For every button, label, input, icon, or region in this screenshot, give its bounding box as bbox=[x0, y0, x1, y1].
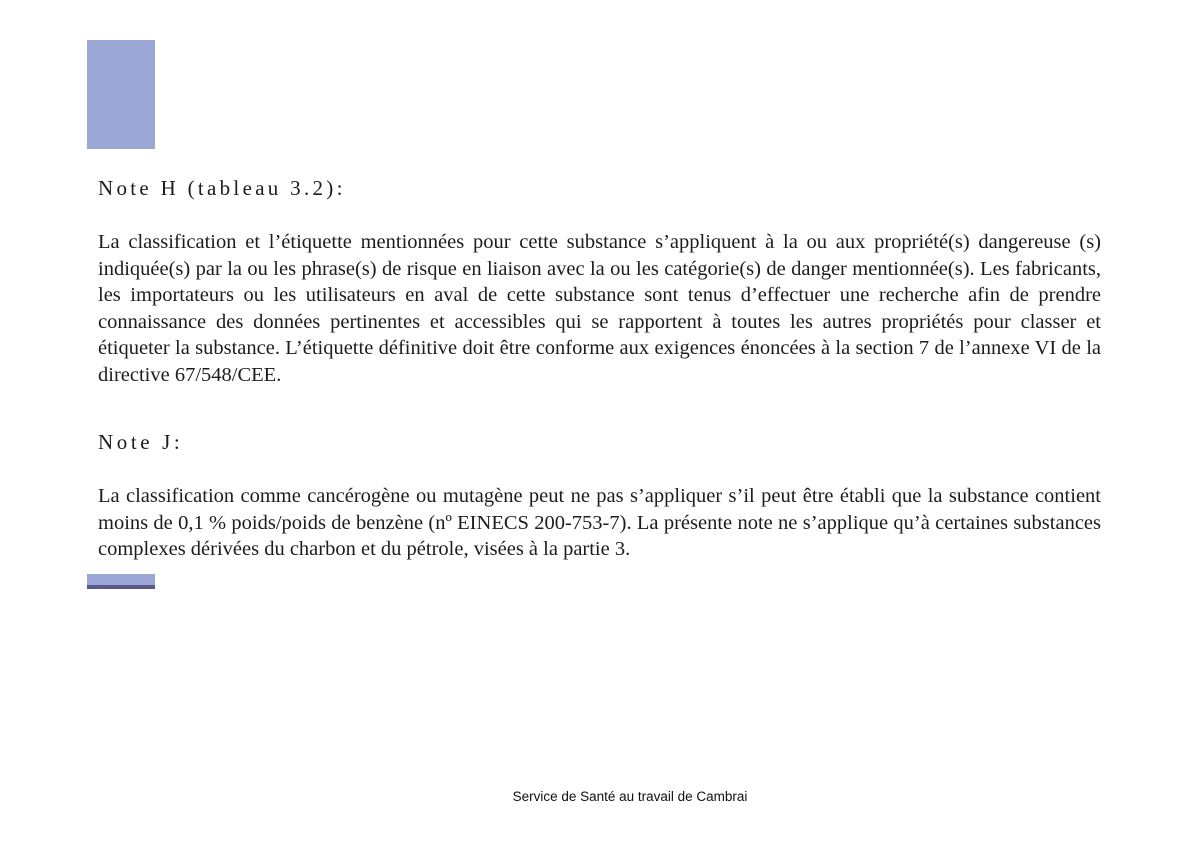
decorative-accent-block bbox=[87, 40, 155, 149]
decorative-divider-stripe bbox=[87, 585, 155, 589]
decorative-divider-bar bbox=[87, 574, 155, 589]
page-footer: Service de Santé au travail de Cambrai bbox=[512, 789, 748, 804]
note-j-paragraph: La classification comme cancérogène ou mutagène peut ne pas s’appliquer s’il peut être établi que la substance contient moins de 0,1 % poids/poids de benzène (nº EINECS 200-753-7). La présente note ne s’applique qu’à certaines substances complexes dérivées du charbon et du pétrole, visées à la partie 3. bbox=[98, 485, 1101, 560]
note-j-heading: Note J: bbox=[98, 430, 184, 454]
note-h-paragraph: La classification et l’étiquette mentionnées pour cette substance s’appliquent à la ou aux propriété(s) dangereuse (s) indiquée(s) par la ou les phrase(s) de risque en liaison avec la ou les catégorie(s) de danger mentionnée(s). Les fabricants, les importateurs ou les utilisateurs en aval de cette substance sont tenus d’effectuer une recherche afin de prendre connaissance des données pertinentes et accessibles qui se rapportent à toutes les autres propriétés pour classer et étiqueter la substance. L’étiquette définitive doit être conforme aux exigences énoncées à la section 7 de l’annexe VI de la directive 67/548/CEE. bbox=[98, 231, 1101, 386]
note-h-heading: Note H (tableau 3.2): bbox=[98, 176, 346, 200]
